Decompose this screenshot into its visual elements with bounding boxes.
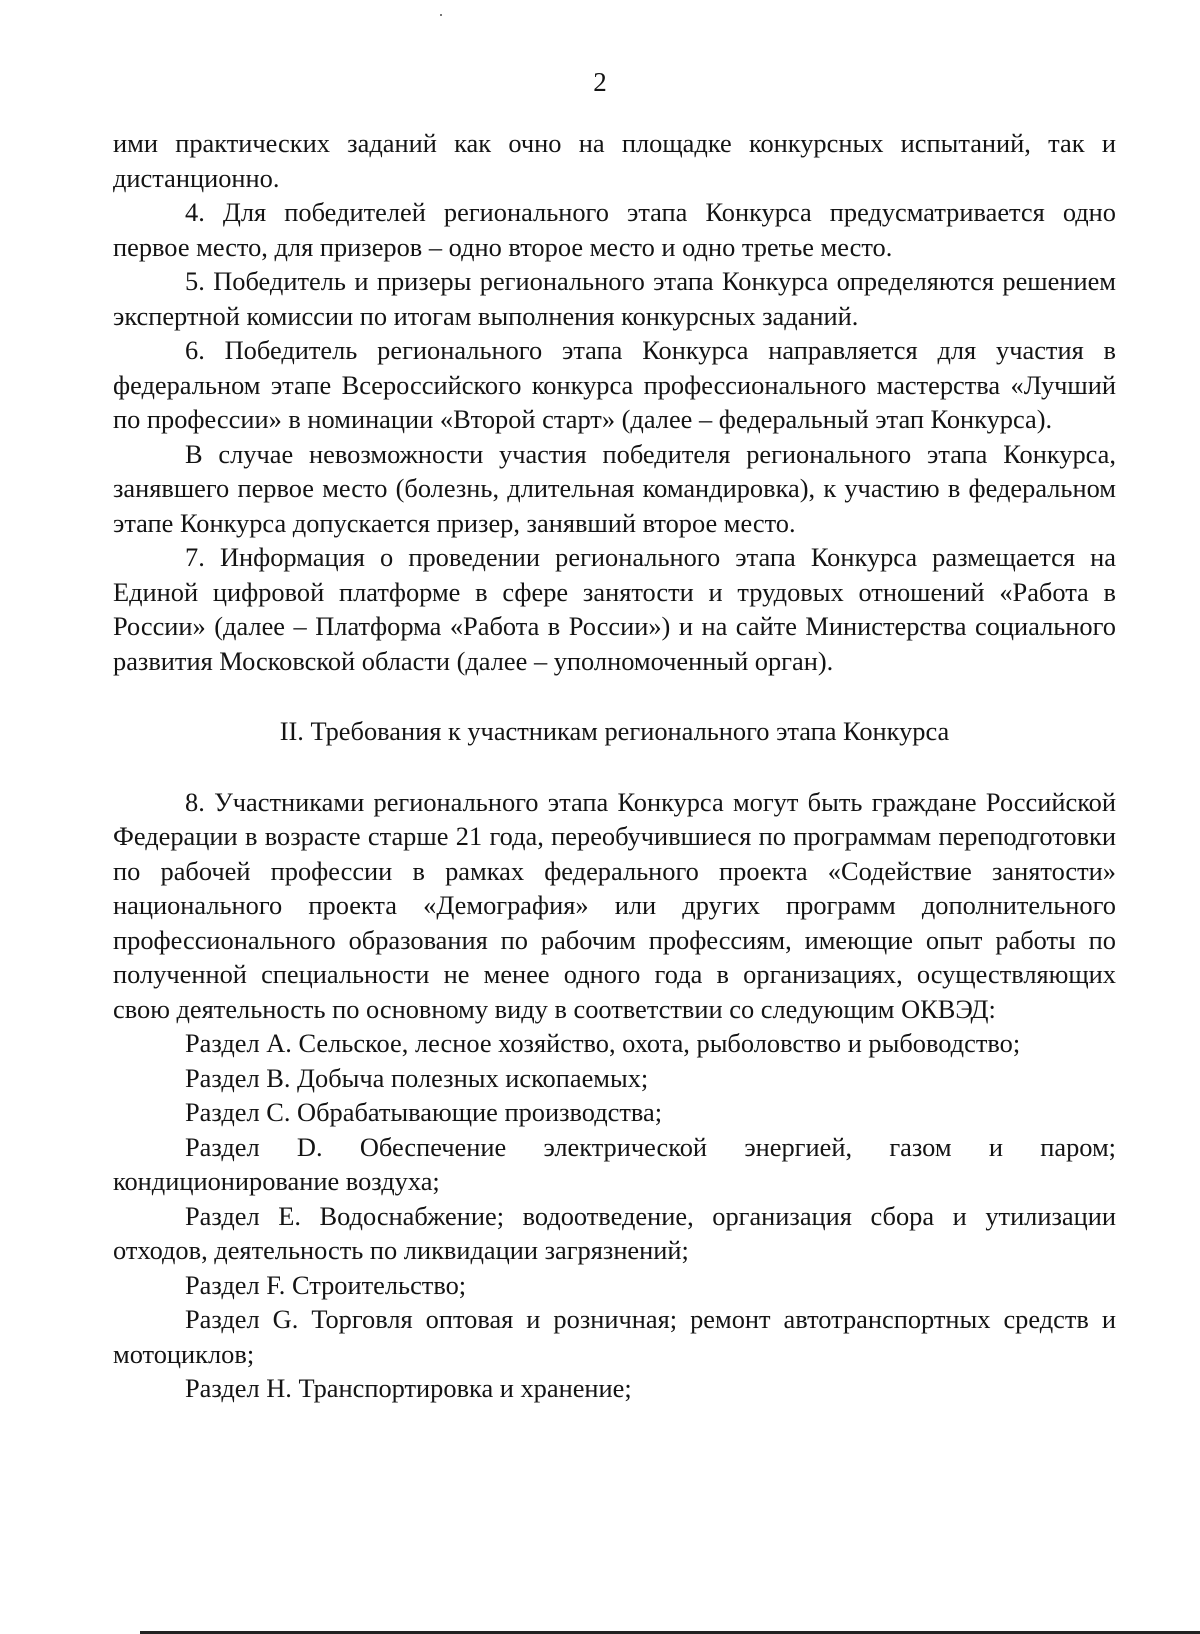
- okved-section-item: Раздел B. Добыча полезных ископаемых;: [185, 1062, 649, 1093]
- okved-section-item: Раздел E. Водоснабжение; водоотведение, организация сбора и утилизации отходов, деятельность по ликвидации загрязнений;: [113, 1200, 1116, 1265]
- okved-section-item: Раздел D. Обеспечение электрической энергией, газом и паром; кондиционирование воздуха;: [113, 1131, 1116, 1196]
- okved-section-item: Раздел H. Транспортировка и хранение;: [185, 1373, 632, 1403]
- paragraph: В случае невозможности участия победителя регионального этапа Конкурса, занявшего первое место (болезнь, длительная командировка), к участию в федеральном этапе Конкурса допускается призер, занявший второе место.: [113, 438, 1116, 538]
- okved-section-item: Раздел A. Сельское, лесное хозяйство, охота, рыболовство и рыбоводство;: [185, 1028, 1021, 1058]
- section-heading: II. Требования к участникам регионального этапа Конкурса: [279, 716, 950, 746]
- paragraph: 8. Участниками регионального этапа Конкурса могут быть граждане Российской Федерации в возрасте старше 21 года, переобучившиеся по программам переподготовки по рабочей профессии в рамках федерального проекта «Содействие занятости» национального проекта «Демография» или других программ дополнительного профессионального образования по рабочим профессиям, имеющие опыт работы по полученной специальности не менее одного года в организациях, осуществляющих свою деятельность по основному виду в соответствии со следующим ОКВЭД:: [113, 786, 1116, 1024]
- paragraph: 7. Информация о проведении регионального этапа Конкурса размещается на Единой цифровой платформе в сфере занятости и трудовых отношений «Работа в России» (далее – Платформа «Работа в России») и на сайте Министерства социального развития Московской области (далее – уполномоченный орган).: [113, 542, 1116, 676]
- page-number: 2: [593, 67, 607, 97]
- okved-section-item: Раздел F. Строительство;: [185, 1269, 467, 1300]
- paragraph: 4. Для победителей регионального этапа Конкурса предусматривается одно первое место, для призеров – одно второе место и одно третье место.: [113, 197, 1116, 262]
- paragraphs-bottom: [113, 785, 1116, 1406]
- paragraph: 5. Победитель и призеры регионального этапа Конкурса определяются решением экспертной комиссии по итогам выполнения конкурсных заданий.: [113, 266, 1116, 331]
- paragraph: ими практических заданий как очно на площадке конкурсных испытаний, так и дистанционно.: [113, 128, 1116, 193]
- paragraphs-top: [113, 126, 1116, 678]
- scan-artifact: [440, 14, 442, 16]
- paragraph: 6. Победитель регионального этапа Конкурса направляется для участия в федеральном этапе Всероссийского конкурса профессионального мастерства «Лучший по профессии» в номинации «Второй старт» (далее – федеральный этап Конкурса).: [113, 335, 1116, 434]
- document-body: [113, 126, 1116, 1406]
- okved-section-item: Раздел G. Торговля оптовая и розничная; ремонт автотранспортных средств и мотоциклов;: [113, 1304, 1116, 1369]
- okved-section-item: Раздел C. Обрабатывающие производства;: [185, 1097, 663, 1127]
